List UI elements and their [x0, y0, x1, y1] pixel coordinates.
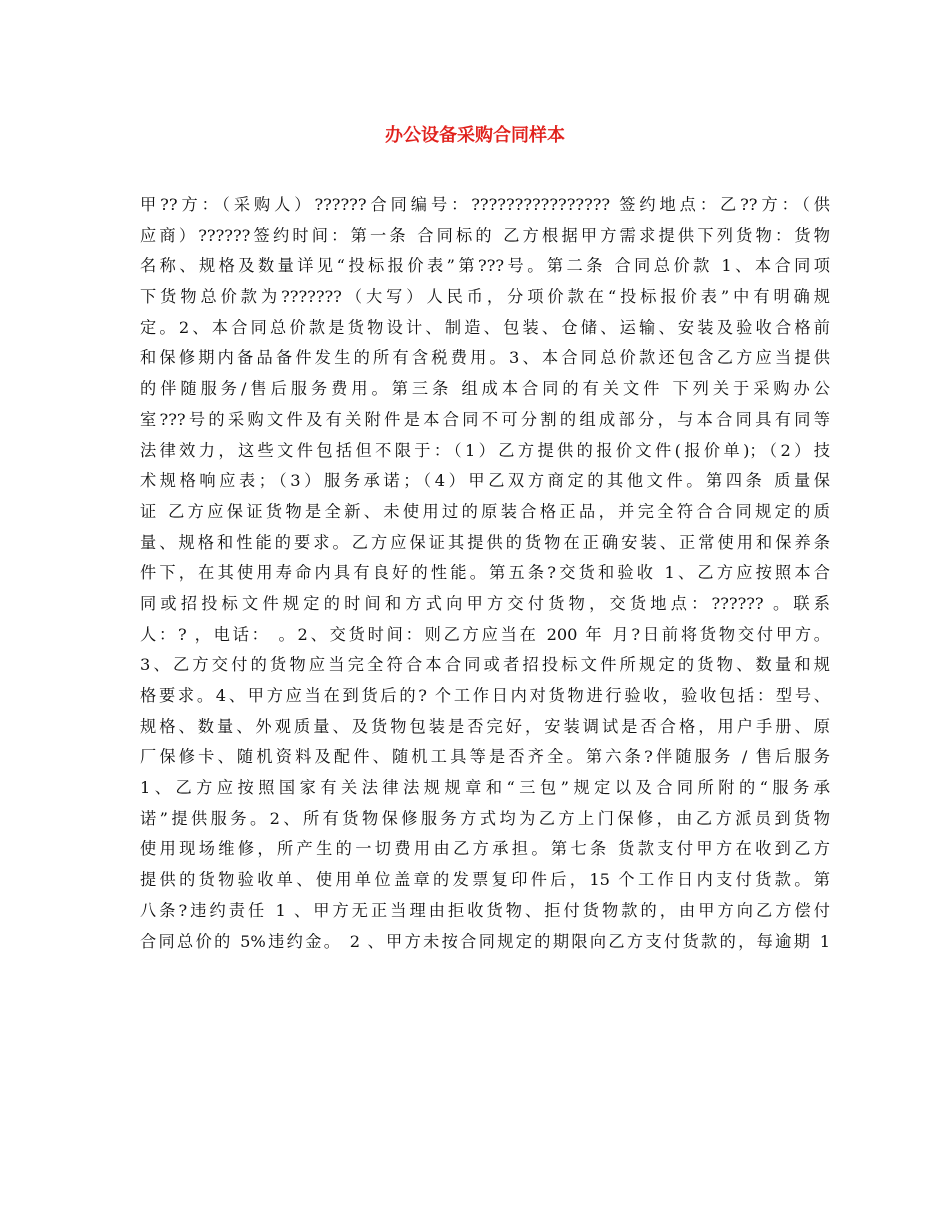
body-text-line: 名称、规格及数量详见“投标报价表”第???号。第二条 合同总价款 1、本合同项 [140, 256, 830, 276]
body-text-line: 3、乙方交付的货物应当完全符合本合同或者招投标文件所规定的货物、数量和规 [140, 655, 830, 675]
body-text-line: 格要求。4、甲方应当在到货后的? 个工作日内对货物进行验收，验收包括：型号、 [140, 686, 830, 705]
body-text-line: 和保修期内备品备件发生的所有含税费用。3、本合同总价款还包含乙方应当提供 [140, 348, 830, 368]
body-text-line: 应商）??????签约时间：第一条 合同标的 乙方根据甲方需求提供下列货物：货物 [140, 225, 830, 245]
body-text-line: 厂保修卡、随机资料及配件、随机工具等是否齐全。第六条?伴随服务 / 售后服务 [140, 747, 830, 767]
body-text-line: 八条?违约责任 1 、甲方无正当理由拒收货物、拒付货物款的，由甲方向乙方偿付 [140, 900, 830, 920]
body-text-line: 合同总价的 5%违约金。 2 、甲方未按合同规定的期限向乙方支付货款的，每逾期 1 [140, 931, 830, 951]
body-text-line: 使用现场维修，所产生的一切费用由乙方承担。第七条 货款支付甲方在收到乙方 [140, 839, 830, 859]
body-text-line: 量、规格和性能的要求。乙方应保证其提供的货物在正确安装、正常使用和保养条 [140, 532, 830, 552]
body-text-line: 证 乙方应保证货物是全新、未使用过的原装合格正品，并完全符合合同规定的质 [140, 501, 830, 521]
body-text-line: 甲??方：（采购人）??????合同编号：???????????????? 签约地点：乙??方：（供 [140, 195, 830, 214]
body-text-line: 的伴随服务/售后服务费用。第三条 组成本合同的有关文件 下列关于采购办公 [140, 379, 830, 399]
body-text-line: 人：? ，电话： 。2、交货时间：则乙方应当在 200 年 月?日前将货物交付甲方。 [140, 624, 830, 644]
body-text-line: 下货物总价款为???????（大写）人民币，分项价款在“投标报价表”中有明确规 [140, 287, 830, 307]
document-body [140, 190, 830, 957]
body-text-line: 规格、数量、外观质量、及货物包装是否完好，安装调试是否合格，用户手册、原 [140, 716, 830, 736]
body-text-line: 定。2、本合同总价款是货物设计、制造、包装、仓储、运输、安装及验收合格前 [140, 317, 830, 337]
document-title: 办公设备采购合同样本 [385, 125, 565, 146]
body-text-line: 术规格响应表；（3）服务承诺；（4）甲乙双方商定的其他文件。第四条 质量保 [140, 471, 830, 491]
body-text-line: 同或招投标文件规定的时间和方式向甲方交付货物，交货地点：?????? 。联系 [140, 593, 830, 613]
body-text-line: 提供的货物验收单、使用单位盖章的发票复印件后，15 个工作日内支付货款。第 [140, 870, 830, 890]
body-text-line: 诺”提供服务。2、所有货物保修服务方式均为乙方上门保修，由乙方派员到货物 [140, 808, 830, 828]
body-text-line: 室???号的采购文件及有关附件是本合同不可分割的组成部分，与本合同具有同等 [140, 409, 830, 429]
body-text-line: 法律效力，这些文件包括但不限于：（1）乙方提供的报价文件(报价单)；（2）技 [140, 440, 830, 460]
body-text-line: 件下，在其使用寿命内具有良好的性能。第五条?交货和验收 1、乙方应按照本合 [140, 563, 830, 583]
body-text-line: 1、乙方应按照国家有关法律法规规章和“三包”规定以及合同所附的“服务承 [140, 778, 830, 798]
